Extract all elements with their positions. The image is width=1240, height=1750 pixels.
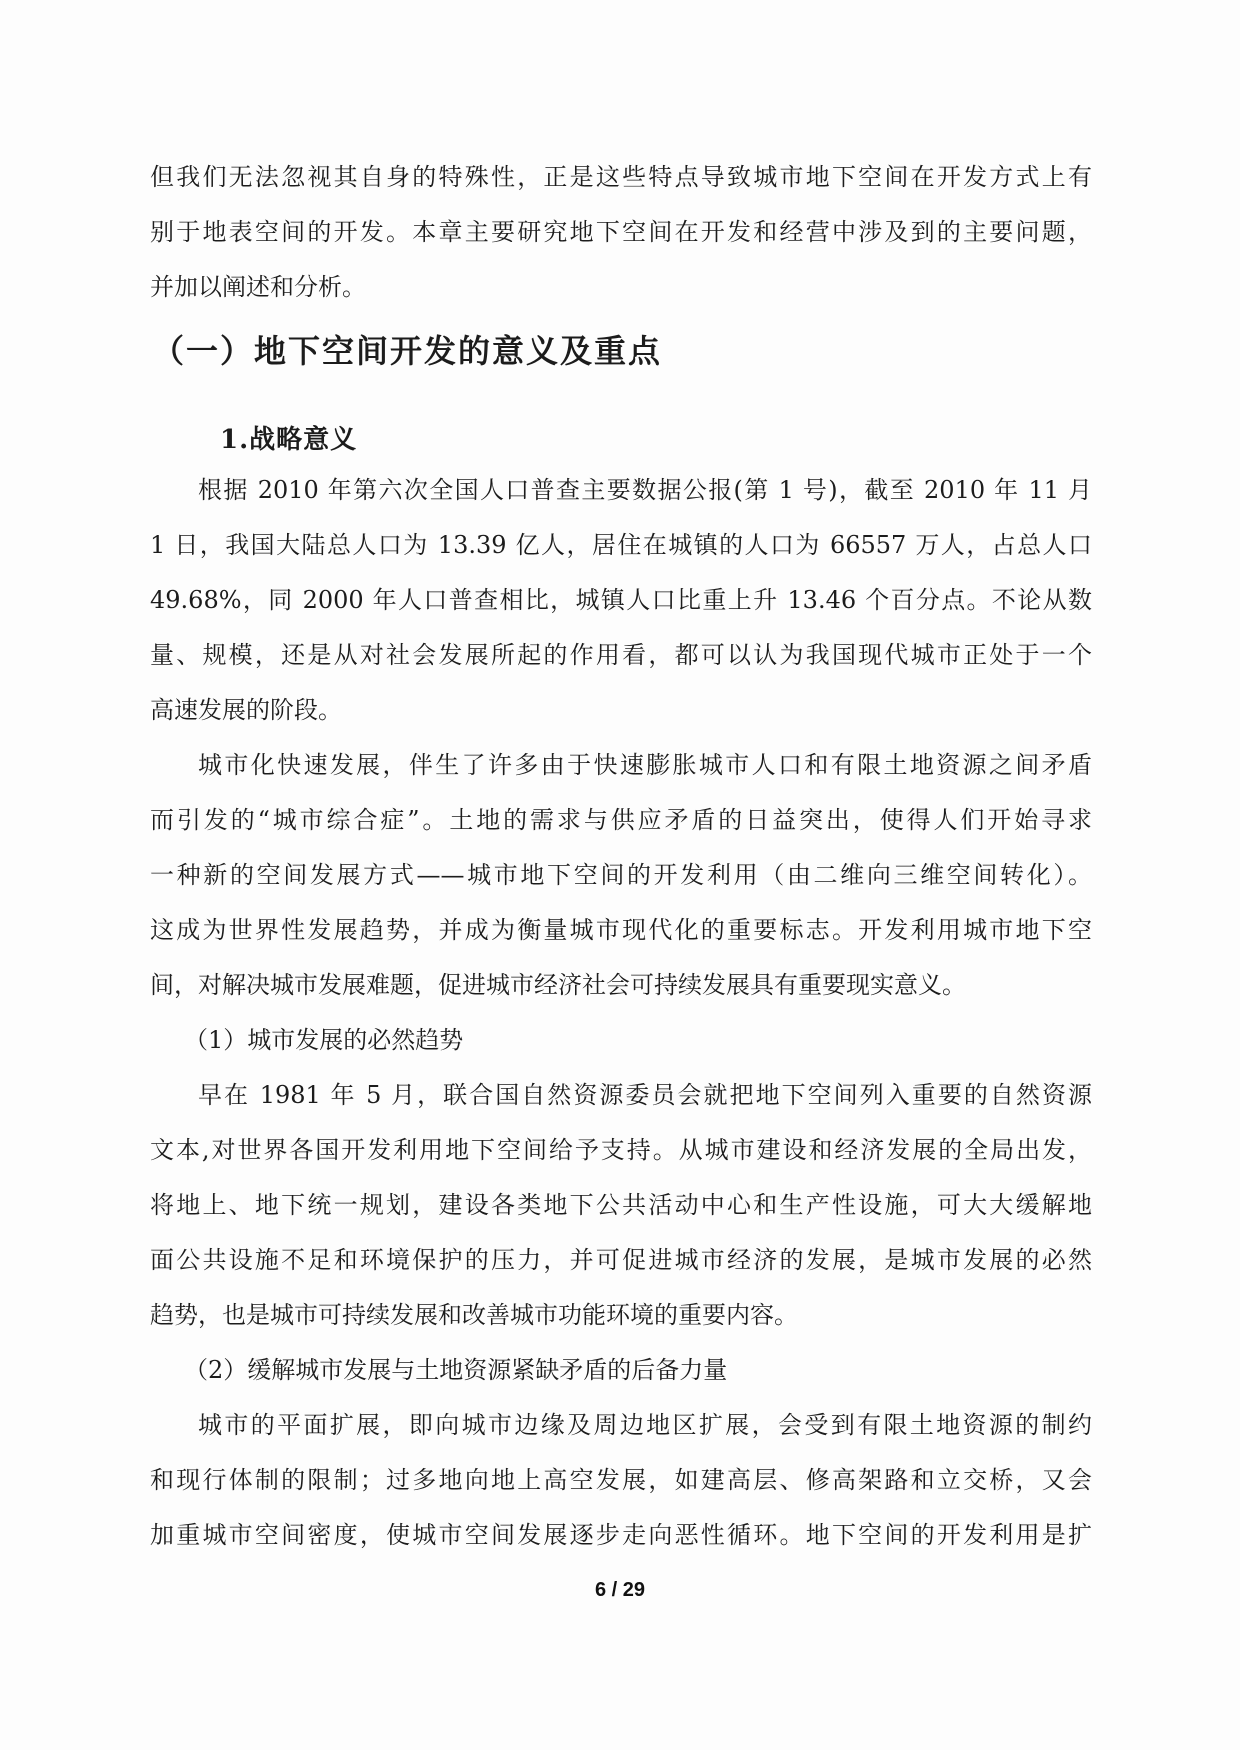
page-number: 6 / 29 [594, 1579, 646, 1601]
paragraph-line: 别于地表空间的开发。本章主要研究地下空间在开发和经营中涉及到的主要问题， [150, 218, 1092, 246]
paragraph-line: 根据 2010 年第六次全国人口普查主要数据公报(第 1 号)，截至 2010 年 11 月 [198, 476, 1092, 504]
paragraph-line: 加重城市空间密度，使城市空间发展逐步走向恶性循环。地下空间的开发利用是扩 [150, 1521, 1092, 1549]
paragraph-line: 这成为世界性发展趋势，并成为衡量城市现代化的重要标志。开发利用城市地下空 [150, 916, 1092, 944]
paragraph-line: 趋势，也是城市可持续发展和改善城市功能环境的重要内容。 [150, 1301, 798, 1329]
paragraph-line: 1 日，我国大陆总人口为 13.39 亿人，居住在城镇的人口为 66557 万人，占总人口 [150, 531, 1092, 559]
paragraph-line: 和现行体制的限制；过多地向地上高空发展，如建高层、修高架路和立交桥，又会 [150, 1466, 1092, 1494]
section-heading: （一）地下空间开发的意义及重点 [152, 332, 663, 370]
paragraph-line: 并加以阐述和分析。 [150, 273, 366, 301]
paragraph-line: 文本,对世界各国开发利用地下空间给予支持。从城市建设和经济发展的全局出发， [150, 1136, 1092, 1164]
paragraph-line: 49.68%，同 2000 年人口普查相比，城镇人口比重上升 13.46 个百分点。不论从数 [150, 586, 1092, 614]
paragraph-line: 而引发的“城市综合症”。土地的需求与供应矛盾的日益突出，使得人们开始寻求 [150, 806, 1092, 834]
paragraph-line: 一种新的空间发展方式——城市地下空间的开发利用（由二维向三维空间转化）。 [150, 861, 1092, 889]
paragraph-line: 城市化快速发展，伴生了许多由于快速膨胀城市人口和有限土地资源之间矛盾 [198, 751, 1092, 779]
paragraph-line: 高速发展的阶段。 [150, 696, 342, 724]
paragraph-line: 将地上、地下统一规划，建设各类地下公共活动中心和生产性设施，可大大缓解地 [150, 1191, 1092, 1219]
paragraph-line: 但我们无法忽视其自身的特殊性，正是这些特点导致城市地下空间在开发方式上有 [150, 163, 1092, 191]
document-body [150, 150, 1092, 1563]
subsection-heading: 1.战略意义 [220, 425, 358, 455]
paragraph-line: 间，对解决城市发展难题，促进城市经济社会可持续发展具有重要现实意义。 [150, 971, 966, 999]
paragraph-line: 城市的平面扩展，即向城市边缘及周边地区扩展，会受到有限土地资源的制约 [198, 1411, 1092, 1439]
paragraph-line: 量、规模，还是从对社会发展所起的作用看，都可以认为我国现代城市正处于一个 [150, 641, 1092, 669]
list-item-heading: （1）城市发展的必然趋势 [184, 1026, 464, 1054]
list-item-heading: （2）缓解城市发展与土地资源紧缺矛盾的后备力量 [184, 1356, 728, 1384]
paragraph-line: 早在 1981 年 5 月，联合国自然资源委员会就把地下空间列入重要的自然资源 [198, 1081, 1092, 1109]
paragraph-line: 面公共设施不足和环境保护的压力，并可促进城市经济的发展，是城市发展的必然 [150, 1246, 1092, 1274]
